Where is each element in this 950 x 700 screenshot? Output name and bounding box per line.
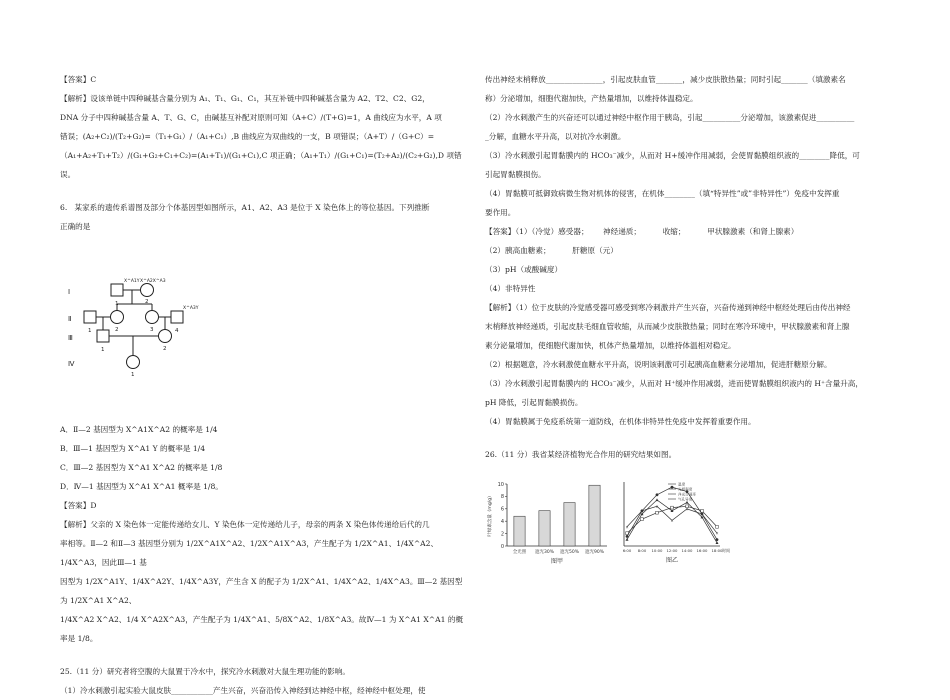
pedigree-chart bbox=[60, 244, 465, 416]
analysis-q25-line: （2）根据题意，冷水刺激使血糖水平升高，说明该刺激可引起胰高血糖素分泌增加，促进肝糖原分解。 bbox=[485, 360, 832, 369]
analysis-q6-line: 因型为 1/2X^A1Y、1/4X^A2Y、1/4X^A3Y，产生含 X 的配子为 1/2X^A1、1/4X^A2、1/4X^A3。Ⅲ—2 基因型为 1/2X^A1 X^A2、 bbox=[60, 577, 463, 605]
line-point: × bbox=[625, 524, 629, 530]
bar-y-tick-label: 0 bbox=[500, 543, 504, 550]
q25-line: 称）分泌增加，细胞代谢加快，产热量增加，以维持体温稳定。 bbox=[485, 94, 698, 103]
line-point bbox=[671, 506, 674, 509]
line-point: × bbox=[640, 508, 644, 514]
bar-y-tick-label: 8 bbox=[500, 494, 504, 501]
line-point bbox=[656, 498, 659, 501]
line-point bbox=[716, 525, 719, 528]
right-column bbox=[485, 70, 895, 570]
q6-stem-line: 6. 某家系的遗传系谱图及部分个体基因型如图所示，A1、A2、A3 是位于 X 染色体上的等位基因。下列推断 bbox=[60, 203, 430, 212]
line-x-tick-label: 18:00 bbox=[711, 548, 723, 553]
analysis-q25-line: 素分泌量增加，使细胞代谢加快，机体产热量增加，以维持体温相对稳定。 bbox=[485, 341, 736, 350]
legend-label: 净光合速率 bbox=[678, 492, 696, 497]
analysis-q25-line: 【解析】（1）位于皮肤的冷觉感受器可感受到寒冷刺激并产生兴奋，兴奋传递到神经中枢经处理后由传出神经 bbox=[485, 303, 851, 312]
legend-label: 光照强度 bbox=[678, 487, 693, 492]
line-x-tick-label: 16:00 bbox=[696, 548, 708, 553]
line-point: × bbox=[670, 517, 674, 523]
line-point bbox=[641, 518, 644, 521]
q25-line: 引起胃黏膜损伤。 bbox=[485, 170, 546, 179]
analysis-q5-line: （A₁+A₂+T₁+T₂）/(G₁+G₂+C₁+C₂)=(A₁+T₁)/(G₁+C₁),C 项正确；（A₁+T₁）/(G₁+C₁)=(T₂+A₂)/(C₂+G₂),D 项错误。 bbox=[60, 151, 462, 179]
line-x-tick-label: 8:00 bbox=[637, 548, 647, 553]
q25-stem: 25.（11 分）研究者将空腹的大鼠置于冷水中，探究冷水刺激对大鼠生理功能的影响。 bbox=[60, 667, 350, 676]
q25-part1: （1）冷水刺激引起实验大鼠皮肤___________产生兴奋，兴奋沿传入神经到达神经中枢，经神经中枢处理，使 bbox=[60, 686, 426, 695]
bar-y-axis-label: 叶绿素含量（mg/g） bbox=[488, 493, 493, 537]
bar-category-label: 遮光90% bbox=[584, 550, 605, 555]
bar bbox=[514, 516, 525, 546]
line-point bbox=[671, 486, 674, 489]
answer-q25-line: （3）pH（或酸碱度） bbox=[485, 265, 563, 274]
option-b: B．Ⅲ—1 基因型为 X^A1 Y 的概率是 1/4 bbox=[60, 444, 206, 453]
q25-line: （3）冷水刺激引起胃黏膜内的 HCO₃⁻减少，从而对 H+缓冲作用减弱，会使胃黏膜组织液的________降低，可 bbox=[485, 151, 860, 160]
individual-number: 3 bbox=[150, 327, 154, 333]
q26-stem: 26.（11 分）我省某经济植物光合作用的研究结果如图。 bbox=[485, 450, 677, 459]
line-x-tick-label: 14:00 bbox=[681, 548, 693, 553]
pedigree-male-III1 bbox=[97, 330, 109, 342]
individual-number: 2 bbox=[115, 327, 119, 333]
legend-label: 气孔导度 bbox=[678, 497, 693, 502]
option-d: D．Ⅳ—1 基因型为 X^A1 X^A1 概率是 1/8。 bbox=[60, 482, 223, 491]
individual-number: 1 bbox=[115, 301, 119, 307]
genotype-label: X^A2X^A3 bbox=[140, 279, 166, 284]
analysis-q25-line: pH 降低，引起胃黏膜损伤。 bbox=[485, 398, 583, 407]
q25-line: 传出神经末梢释放_______________，引起皮肤血管_______，减少皮肤散热量；同时引起_______（填激素名 bbox=[485, 75, 846, 84]
gen-label: Ⅰ bbox=[68, 288, 71, 296]
answer-q25-line: 【答案】（1）（冷觉）感受器； 神经递质； 收缩； 甲状腺激素（和肾上腺素） bbox=[485, 227, 799, 236]
answer-q6: 【答案】D bbox=[60, 501, 97, 510]
bar-y-tick-label: 6 bbox=[500, 506, 504, 513]
pedigree-male-II4 bbox=[171, 311, 183, 323]
line-chart-title: 图乙 bbox=[665, 557, 679, 564]
pedigree-male-II1 bbox=[84, 311, 96, 323]
pedigree-female-IV1 bbox=[127, 356, 140, 369]
bar-category-label: 遮光50% bbox=[559, 550, 580, 555]
line-point: × bbox=[685, 506, 689, 512]
bar-chart-jia bbox=[485, 474, 613, 570]
bar-y-tick-label: 10 bbox=[497, 481, 504, 488]
line-point: × bbox=[715, 530, 719, 536]
analysis-q6-line: 【解析】父亲的 X 染色体一定能传递给女儿、Y 染色体一定传递给儿子，母亲的两条 X 染色体传递给后代的几 bbox=[60, 520, 430, 529]
line-x-tick-label: 6:00 bbox=[622, 548, 632, 553]
individual-number: 1 bbox=[131, 372, 135, 378]
bar-y-tick-label: 4 bbox=[500, 519, 504, 525]
line-point bbox=[656, 511, 659, 514]
analysis-q25-line: （4）胃黏膜属于免疫系统第一道防线，在机体非特异性免疫中发挥着重要作用。 bbox=[485, 417, 756, 426]
answer-q25-line: （2）胰高血糖素； 肝糖原（元） bbox=[485, 246, 618, 255]
analysis-q5-line: DNA 分子中四种碱基含量 A、T、G、C，由碱基互补配对原则可知（A+C）/(T+G)=1，A 曲线应为水平，A 项 bbox=[60, 113, 442, 122]
genotype-label: X^A1Y bbox=[124, 279, 140, 284]
bar-y-tick-label: 2 bbox=[500, 531, 504, 538]
line-point: × bbox=[700, 511, 704, 517]
pedigree-male-I1 bbox=[111, 284, 123, 296]
pedigree-female-II3 bbox=[146, 311, 159, 324]
individual-number: 1 bbox=[88, 328, 92, 334]
analysis-q5-line: 错误；(A₂+C₂)/(T₂+G₂)=（T₁+G₁）/（A₁+C₁）,B 曲线应为双曲线的一支，B 项错误；（A+T）/（G+C）= bbox=[60, 132, 435, 141]
q25-line: 要作用。 bbox=[485, 208, 516, 217]
answer-q25-line: （4）非特异性 bbox=[485, 284, 536, 293]
line-chart-yi bbox=[618, 474, 728, 570]
gen-label: Ⅳ bbox=[68, 360, 75, 368]
q6-stem-line: 正确的是 bbox=[60, 222, 91, 231]
bar bbox=[539, 511, 550, 546]
figure-charts bbox=[485, 474, 895, 570]
line-point bbox=[656, 493, 659, 496]
analysis-q5-line: 【解析】设该单链中四种碱基含量分别为 A₁、T₁、G₁、C₁，其互补链中四种碱基含量为 A2、T2、C2、G2， bbox=[60, 94, 430, 103]
bar bbox=[564, 503, 575, 546]
individual-number: 2 bbox=[145, 299, 149, 305]
answer-q5: 【答案】C bbox=[60, 75, 97, 84]
gen-label: Ⅲ bbox=[68, 334, 73, 342]
q25-line: （4）胃黏膜可抵御致病微生物对机体的侵害，在机体________（填“特异性”或”非特异性”）免疫中发挥重 bbox=[485, 189, 840, 198]
bar bbox=[589, 485, 600, 546]
individual-number: 4 bbox=[175, 328, 179, 334]
analysis-q6-line: 1/4X^A2 X^A2、1/4 X^A2X^A3，产生配子为 1/4X^A1、5/8X^A2、1/8X^A3。故Ⅳ—1 为 X^A1 X^A1 的概率是 1/8。 bbox=[60, 615, 464, 643]
line-point: × bbox=[655, 503, 659, 509]
pedigree-female-II2 bbox=[111, 311, 124, 324]
legend-label: 温度 bbox=[678, 482, 686, 487]
individual-number: 2 bbox=[163, 346, 167, 352]
bar-chart-title: 图甲 bbox=[550, 558, 564, 565]
option-c: C．Ⅲ—2 基因型为 X^A1 X^A2 的概率是 1/8 bbox=[60, 463, 223, 472]
line-x-tick-label: 12:00 bbox=[666, 548, 678, 553]
q25-line: （2）冷水刺激产生的兴奋还可以通过神经中枢作用于胰岛，引起__________分泌增加，该激素促进__________ bbox=[485, 113, 855, 122]
individual-number: 1 bbox=[101, 347, 105, 353]
gen-label: Ⅱ bbox=[68, 315, 72, 323]
q25-line: _分解，血糖水平升高，以对抗冷水刺激。 bbox=[485, 132, 626, 141]
line-x-tick-label: 10:00 bbox=[651, 548, 663, 553]
bar-category-label: 全光照 bbox=[512, 550, 527, 555]
analysis-q25-line: 末梢释放神经递质，引起皮肤毛细血管收缩，从而减少皮肤散热量；同时在寒冷环境中，甲状腺激素和肾上腺 bbox=[485, 322, 850, 331]
pedigree-svg bbox=[60, 244, 260, 416]
bar-category-label: 遮光30% bbox=[534, 550, 555, 555]
genotype-label: X^A3Y bbox=[183, 306, 199, 311]
line-x-axis-label: 时间 bbox=[722, 548, 730, 553]
option-a: A．Ⅱ—2 基因型为 X^A1X^A2 的概率是 1/4 bbox=[60, 425, 218, 434]
analysis-q6-line: 率相等。Ⅱ—2 和Ⅱ—3 基因型分别为 1/2X^A1X^A2、1/2X^A1X^A3，产生配子为 1/2X^A1、1/4X^A2、1/4X^A3，因此Ⅲ—1 基 bbox=[60, 539, 439, 567]
pedigree-female-I2 bbox=[141, 284, 154, 297]
pedigree-female-III2 bbox=[159, 330, 172, 343]
left-column bbox=[60, 70, 465, 700]
analysis-q25-line: （3）冷水刺激引起胃黏膜内的 HCO₃⁻减少，从而对 H⁺缓冲作用减弱，进而使胃黏膜组织液内的 H⁺含量升高， bbox=[485, 379, 863, 388]
